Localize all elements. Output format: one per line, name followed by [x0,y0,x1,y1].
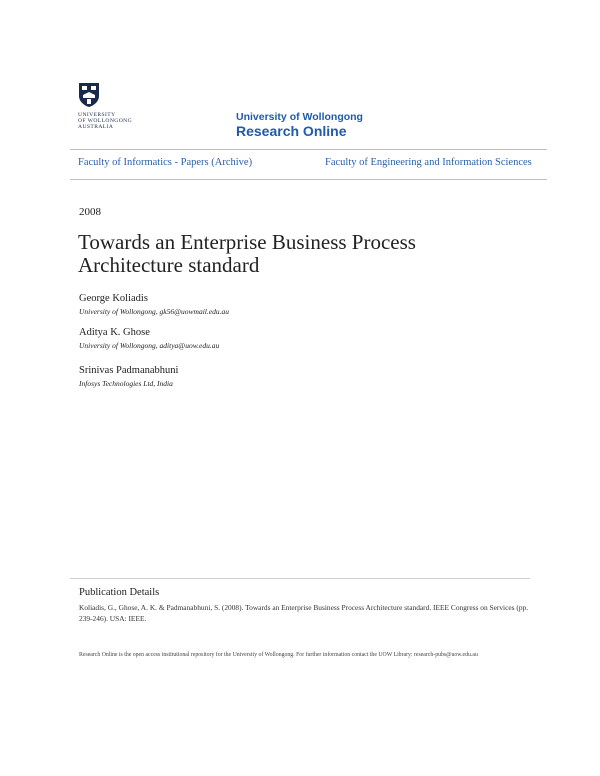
publication-details-text: Koliadis, G., Ghose, A. K. & Padmanabhuni, S. (2008). Towards an Enterprise Business Process Architecture standard. IEEE Congress on Services (pp. 239-246). USA: IEEE. [79,603,529,623]
author-3 [79,364,178,389]
collection-link-informatics[interactable]: Faculty of Informatics - Papers (Archive) [78,157,253,168]
paper-title: Towards an Enterprise Business Process Architecture standard [78,230,416,277]
author-name: George Koliadis [79,293,148,304]
author-name: Aditya K. Ghose [79,327,150,338]
uow-crest-icon [78,82,100,108]
university-link[interactable]: University of Wollongong [236,111,363,123]
logo-wordmark [78,112,144,130]
author-affiliation: University of Wollongong, aditya@uow.edu.au [79,341,220,350]
repository-footer: Research Online is the open access institutional repository for the University of Wollongong. For further information contact the UOW Library: research-pubs@uow.edu.au [79,652,478,658]
divider-top [70,149,547,150]
author-2 [79,326,219,351]
uow-logo [78,82,144,130]
logo-line-2: OF WOLLONGONG [78,118,133,124]
divider-bottom [70,179,547,180]
author-1 [79,292,229,317]
author-affiliation: University of Wollongong, gk56@uowmail.edu.au [79,307,229,316]
author-affiliation: Infosys Technologies Ltd, India [79,379,173,388]
research-online-link[interactable]: Research Online [236,123,347,139]
publication-year: 2008 [79,206,101,218]
author-name: Srinivas Padmanabhuni [79,365,179,376]
publication-details-heading: Publication Details [79,587,160,598]
divider-publication [70,578,530,579]
logo-line-3: AUSTRALIA [78,124,114,130]
logo-line-1: UNIVERSITY [78,112,116,118]
collection-link-engineering[interactable]: Faculty of Engineering and Information Sciences [325,157,532,168]
